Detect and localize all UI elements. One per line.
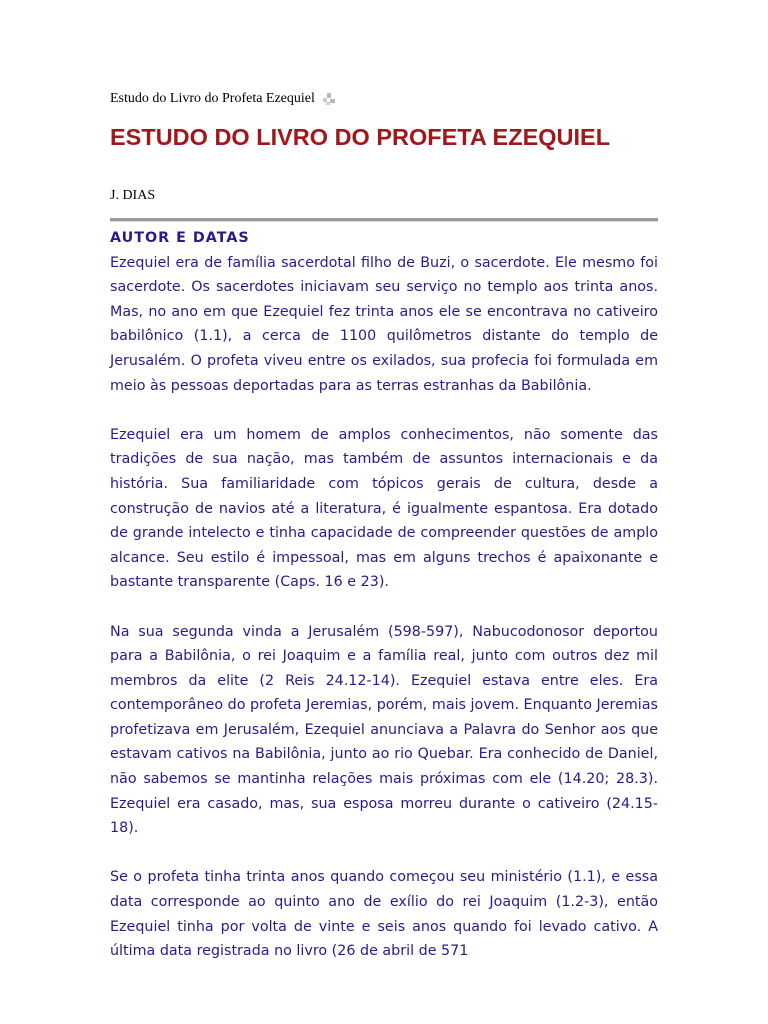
document-header bbox=[110, 91, 335, 107]
paragraph: Ezequiel era de família sacerdotal filho de Buzi, o sacerdote. Ele mesmo foi sacerdote. Os sacerdotes iniciavam seu serviço no templo aos trinta anos. Mas, no ano em que Ezequiel fez trinta anos ele se encontrava no cativeiro babilônico (1.1), a cerca de 1100 quilômetros distante do templo de Jerusalém. O profeta viveu entre os exilados, sua profecia foi formulada em meio às pessoas deportadas para as terras estranhas da Babilônia. bbox=[110, 254, 658, 394]
broken-image-icon bbox=[323, 93, 335, 105]
paragraph: Na sua segunda vinda a Jerusalém (598-597), Nabucodonosor deportou para a Babilônia, o rei Joaquim e a família real, junto com outros dez mil membros da elite (2 Reis 24.12-14). Ezequiel estava entre eles. Era contemporâneo do profeta Jeremias, porém, mais jovem. Enquanto Jeremias profetizava em Jerusalém, Ezequiel anunciava a Palavra do Senhor aos que estavam cativos na Babilônia, junto ao rio Quebar. Era conhecido de Daniel, não sabemos se mantinha relações mais próximas com ele (14.20; 28.3). Ezequiel era casado, mas, sua esposa morreu durante o cativeiro (24.15-18). bbox=[110, 623, 658, 837]
horizontal-divider bbox=[110, 218, 658, 222]
paragraph: Se o profeta tinha trinta anos quando começou seu ministério (1.1), e essa data corresponde ao quinto ano de exílio do rei Joaquim (1.2-3), então Ezequiel tinha por volta de vinte e seis anos quando foi levado cativo. A última data registrada no livro (26 de abril de 571 bbox=[110, 869, 658, 960]
section-heading: AUTOR E DATAS bbox=[110, 230, 250, 246]
author-name: J. DIAS bbox=[110, 188, 156, 203]
paragraph: Ezequiel era um homem de amplos conhecimentos, não somente das tradições de sua nação, mas também de assuntos internacionais e da história. Sua familiaridade com tópicos gerais de cultura, desde a construção de navios até a literatura, é igualmente espantosa. Era dotado de grande intelecto e tinha capacidade de compreender questões de amplo alcance. Seu estilo é impessoal, mas em alguns trechos é apaixonante e bastante transparente (Caps. 16 e 23). bbox=[110, 426, 658, 591]
document-body bbox=[110, 226, 658, 988]
document-title: ESTUDO DO LIVRO DO PROFETA EZEQUIEL bbox=[110, 124, 611, 150]
header-text: Estudo do Livro do Profeta Ezequiel bbox=[110, 91, 315, 106]
